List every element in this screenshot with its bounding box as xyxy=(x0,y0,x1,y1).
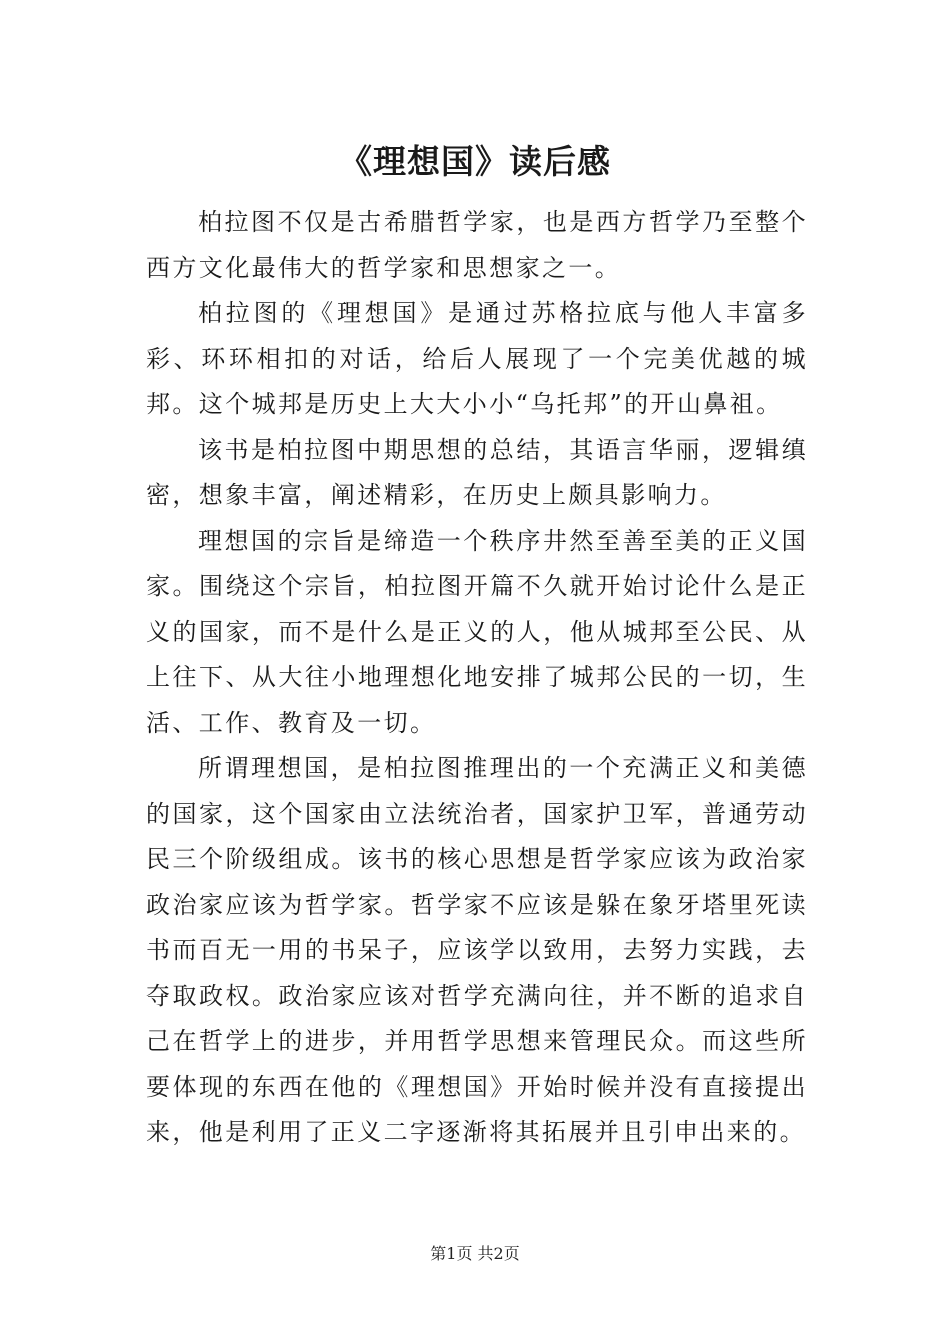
paragraph-3: 该书是柏拉图中期思想的总结，其语言华丽，逻辑缜密，想象丰富，阐述精彩，在历史上颇具影响力。 xyxy=(146,435,808,509)
paragraph-1: 柏拉图不仅是古希腊哲学家，也是西方哲学乃至整个西方文化最伟大的哲学家和思想家之一。 xyxy=(146,208,808,282)
document-title: 《理想国》读后感 xyxy=(339,142,611,181)
page-number-footer: 第1页 共2页 xyxy=(430,1244,520,1263)
paragraph-4: 理想国的宗旨是缔造一个秩序井然至善至美的正义国家。围绕这个宗旨，柏拉图开篇不久就开始讨论什么是正义的国家，而不是什么是正义的人，他从城邦至公民、从上往下、从大往小地理想化地安排了城邦公民的一切，生活、工作、教育及一切。 xyxy=(146,526,808,737)
paragraph-5: 所谓理想国，是柏拉图推理出的一个充满正义和美德的国家，这个国家由立法统治者，国家护卫军，普通劳动民三个阶级组成。该书的核心思想是哲学家应该为政治家政治家应该为哲学家。哲学家不应该是躲在象牙塔里死读书而百无一用的书呆子，应该学以致用，去努力实践，去夺取政权。政治家应该对哲学充满向往，并不断的追求自己在哲学上的进步，并用哲学思想来管理民众。而这些所要体现的东西在他的《理想国》开始时候并没有直接提出来，他是利用了正义二字逐渐将其拓展并且引申出来的。 xyxy=(146,754,808,1146)
paragraph-2: 柏拉图的《理想国》是通过苏格拉底与他人丰富多彩、环环相扣的对话，给后人展现了一个完美优越的城邦。这个城邦是历史上大大小小“乌托邦”的开山鼻祖。 xyxy=(146,299,808,418)
document-body xyxy=(146,200,808,1156)
